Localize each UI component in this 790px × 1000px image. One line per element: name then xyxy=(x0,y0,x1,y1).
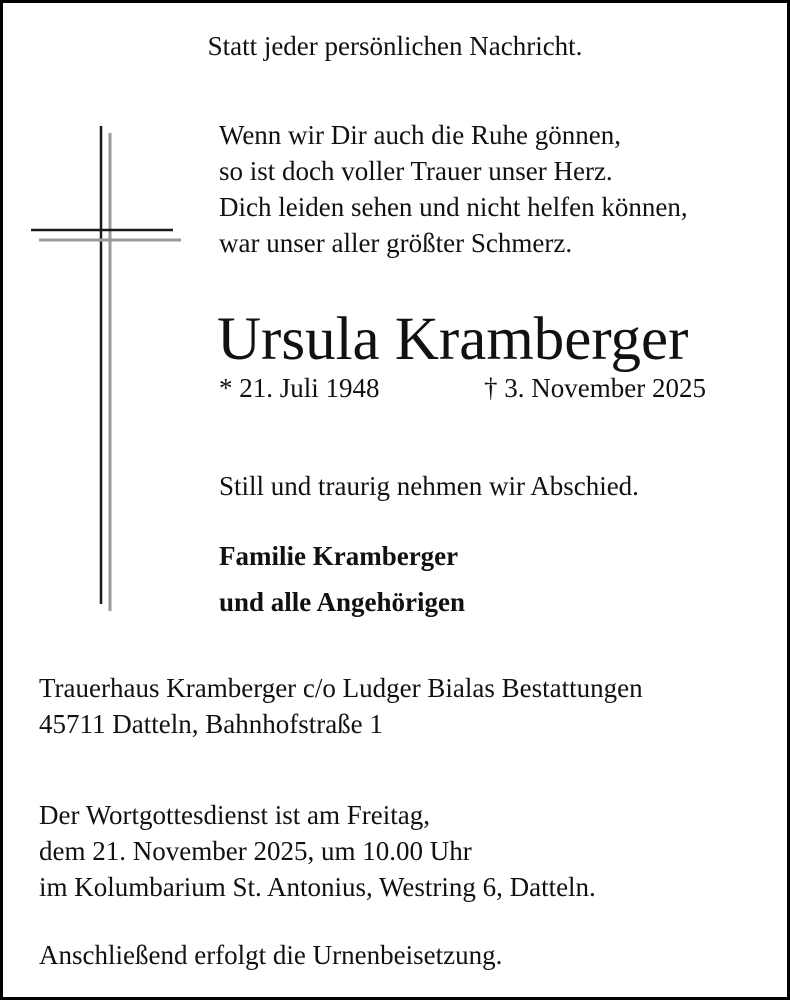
header-note: Statt jeder persönlichen Nachricht. xyxy=(207,31,583,61)
service-line: Der Wortgottesdienst ist am Freitag, xyxy=(39,800,431,830)
family-signature xyxy=(219,533,465,625)
poem-line: so ist doch voller Trauer unser Herz. xyxy=(219,156,613,186)
cross-icon xyxy=(3,3,203,623)
farewell-text: Still und traurig nehmen wir Abschied. xyxy=(219,471,639,501)
family-line: Familie Kramberger xyxy=(219,541,459,571)
poem xyxy=(219,117,688,261)
death-date: † 3. November 2025 xyxy=(484,373,706,403)
burial-note: Anschließend erfolgt die Urnenbeisetzung. xyxy=(39,940,503,970)
service-line: im Kolumbarium St. Antonius, Westring 6, Datteln. xyxy=(39,872,596,902)
service-line: dem 21. November 2025, um 10.00 Uhr xyxy=(39,836,472,866)
mourning-address xyxy=(39,670,643,742)
address-line: Trauerhaus Kramberger c/o Ludger Bialas Bestattungen xyxy=(39,673,643,703)
birth-date: * 21. Juli 1948 xyxy=(219,373,380,403)
deceased-name: Ursula Kramberger xyxy=(217,306,689,373)
family-line: und alle Angehörigen xyxy=(219,587,466,617)
poem-line: Dich leiden sehen und nicht helfen können, xyxy=(219,192,688,222)
poem-line: Wenn wir Dir auch die Ruhe gönnen, xyxy=(219,120,621,150)
address-line: 45711 Datteln, Bahnhofstraße 1 xyxy=(39,709,383,739)
poem-line: war unser aller größter Schmerz. xyxy=(219,228,573,258)
service-info xyxy=(39,797,596,905)
